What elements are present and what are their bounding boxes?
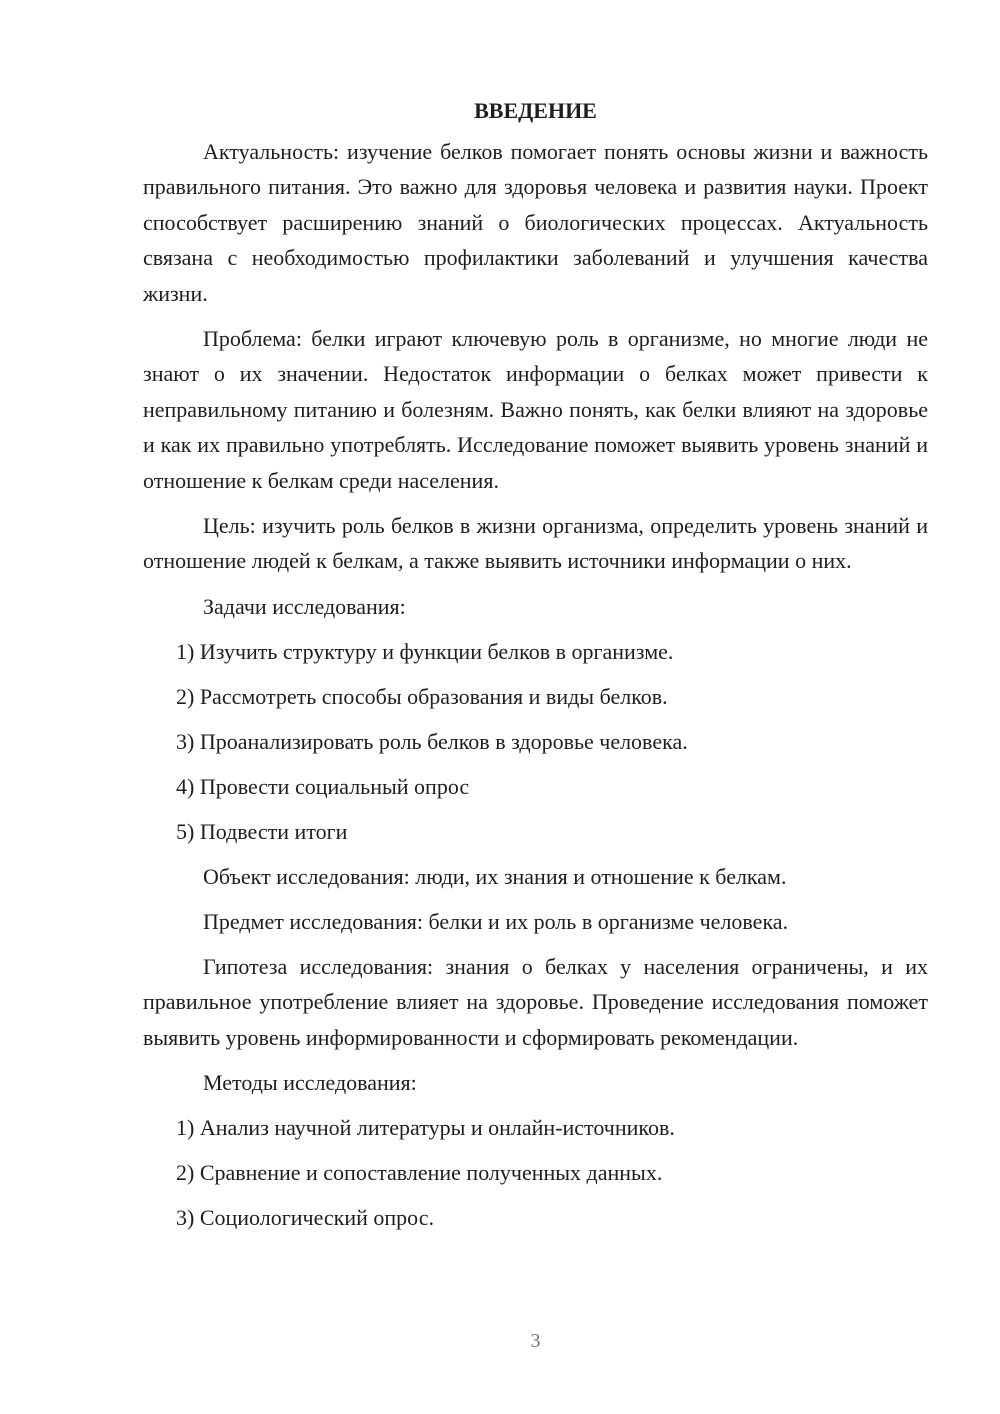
document-page [143,93,928,1245]
list-item: 4) Провести социальный опрос [176,773,470,799]
list-item: 1) Изучить структуру и функции белков в организме. [176,638,674,664]
list-item: 3) Проанализировать роль белков в здоровье человека. [176,728,688,754]
list-item: 5) Подвести итоги [176,818,348,844]
object-paragraph: Объект исследования: люди, их знания и отношение к белкам. [203,863,787,889]
page-number: 3 [530,1330,541,1352]
page-title: ВВЕДЕНИЕ [474,98,597,123]
goal-paragraph: Цель: изучить роль белков в жизни организма, определить уровень знаний и отношение людей к белкам, а также выявить источники информации о них. [143,513,928,574]
subject-paragraph: Предмет исследования: белки и их роль в организме человека. [203,908,789,934]
methods-label: Методы исследования: [203,1070,417,1096]
relevance-paragraph: Актуальность: изучение белков помогает понять основы жизни и важность правильного питания. Это важно для здоровья человека и развития науки. Проект способствует расширению знаний о биологических процессах. Актуальность связана с необходимостью профилактики заболеваний и улучшения качества жизни. [143,139,928,306]
hypothesis-paragraph: Гипотеза исследования: знания о белках у населения ограничены, и их правильное употребление влияет на здоровье. Проведение исследования поможет выявить уровень информированности и сформировать рекомендации. [143,953,928,1050]
list-item: 1) Анализ научной литературы и онлайн-источников. [176,1115,675,1141]
problem-paragraph: Проблема: белки играют ключевую роль в организме, но многие люди не знают о их значении. Недостаток информации о белках может привести к неправильному питанию и болезням. Важно понять, как белки влияют на здоровье и как их правильно употреблять. Исследование поможет выявить уровень знаний и отношение к белкам среди населения. [143,326,928,493]
methods-list [143,1110,928,1235]
list-item: 2) Рассмотреть способы образования и виды белков. [176,683,668,709]
list-item: 3) Социологический опрос. [176,1205,434,1231]
list-item: 2) Сравнение и сопоставление полученных данных. [176,1160,663,1186]
tasks-list [143,634,928,849]
tasks-label: Задачи исследования: [203,593,406,619]
